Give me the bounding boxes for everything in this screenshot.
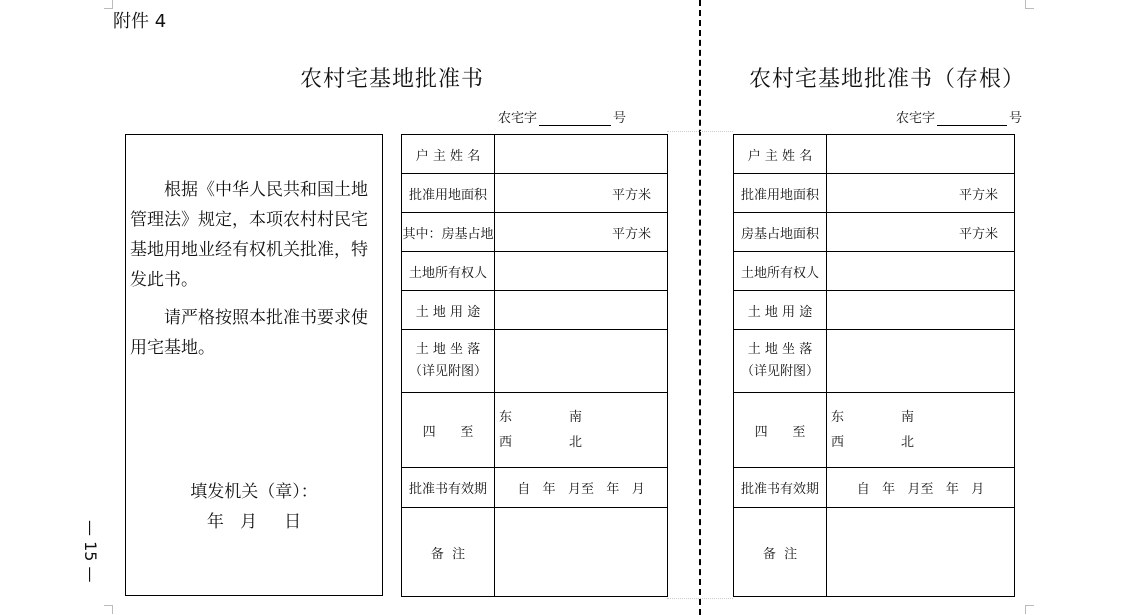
number-suffix: 号 xyxy=(1009,111,1023,126)
field-remarks[interactable] xyxy=(827,508,1015,597)
label-approved-area: 批准用地面积 xyxy=(734,174,827,213)
north-label: 北 xyxy=(901,435,915,450)
page-number: — 15 — xyxy=(81,520,100,583)
south-label: 南 xyxy=(569,410,583,425)
label-validity: 批准书有效期 xyxy=(734,468,827,508)
field-location[interactable] xyxy=(827,330,1015,393)
field-land-owner[interactable] xyxy=(827,252,1015,291)
label-house-footprint: 其中：房基占地 xyxy=(402,213,495,252)
stub-title: 农村宅基地批准书（存根） xyxy=(749,67,1026,92)
north-label: 北 xyxy=(569,435,583,450)
south-label: 南 xyxy=(901,410,915,425)
document-number xyxy=(498,107,626,126)
location-label: 土 地 坐 落 xyxy=(747,342,813,357)
field-boundaries[interactable] xyxy=(495,393,668,468)
label-validity: 批准书有效期 xyxy=(402,468,495,508)
unit-label: 平方米 xyxy=(958,226,998,242)
page-title: 农村宅基地批准书 xyxy=(300,67,485,92)
field-house-footprint[interactable] xyxy=(495,213,668,252)
field-boundaries[interactable] xyxy=(827,393,1015,468)
field-validity[interactable]: 自 年 月至 年 月 xyxy=(827,468,1015,508)
location-label: 土 地 坐 落 xyxy=(415,342,481,357)
field-land-use[interactable] xyxy=(495,291,668,330)
label-land-use: 土 地 用 途 xyxy=(734,291,827,330)
label-householder: 户 主 姓 名 xyxy=(402,135,495,174)
stub-form xyxy=(733,134,1015,597)
label-land-owner: 土地所有权人 xyxy=(734,252,827,291)
field-remarks[interactable] xyxy=(495,508,668,597)
cut-line xyxy=(699,0,701,615)
location-note: （详见附图） xyxy=(408,364,487,379)
number-blank[interactable] xyxy=(539,111,611,126)
field-validity[interactable]: 自 年 月至 年 月 xyxy=(495,468,668,508)
label-location xyxy=(402,330,495,393)
label-householder: 户 主 姓 名 xyxy=(734,135,827,174)
field-approved-area[interactable] xyxy=(827,174,1015,213)
label-approved-area: 批准用地面积 xyxy=(402,174,495,213)
page-edge xyxy=(667,598,733,599)
label-boundaries: 四 至 xyxy=(402,393,495,468)
number-prefix: 农宅字 xyxy=(498,111,538,126)
unit-label: 平方米 xyxy=(958,187,998,203)
approval-form xyxy=(401,134,668,597)
attachment-label: 附件 4 xyxy=(113,11,167,32)
unit-label: 平方米 xyxy=(611,226,651,242)
west-label: 西 xyxy=(831,435,845,450)
field-householder[interactable] xyxy=(827,135,1015,174)
field-house-footprint[interactable] xyxy=(827,213,1015,252)
location-note: （详见附图） xyxy=(740,364,819,379)
label-remarks: 备 注 xyxy=(734,508,827,597)
stub-document-number xyxy=(896,107,1022,126)
field-land-owner[interactable] xyxy=(495,252,668,291)
statement-paragraph: 请严格按照本批准书要求使用宅基地。 xyxy=(130,308,368,358)
label-house-footprint: 房基占地面积 xyxy=(734,213,827,252)
corner-mark xyxy=(1025,605,1034,614)
east-label: 东 xyxy=(831,410,845,425)
approval-statement-box xyxy=(125,134,383,596)
statement-paragraph: 根据《中华人民共和国土地管理法》规定，本项农村村民宅基地用地业经有权机关批准，特发此书。 xyxy=(130,180,368,290)
label-remarks: 备 注 xyxy=(402,508,495,597)
issuer-label: 填发机关（章）： xyxy=(190,482,318,502)
west-label: 西 xyxy=(499,435,513,450)
number-blank[interactable] xyxy=(937,111,1007,126)
issuer-block xyxy=(126,477,382,537)
label-land-owner: 土地所有权人 xyxy=(402,252,495,291)
unit-label: 平方米 xyxy=(611,187,651,203)
field-approved-area[interactable] xyxy=(495,174,668,213)
number-prefix: 农宅字 xyxy=(896,111,936,126)
east-label: 东 xyxy=(499,410,513,425)
label-land-use: 土 地 用 途 xyxy=(402,291,495,330)
number-suffix: 号 xyxy=(613,111,627,126)
corner-mark xyxy=(104,605,113,614)
field-land-use[interactable] xyxy=(827,291,1015,330)
label-location xyxy=(734,330,827,393)
corner-mark xyxy=(1025,0,1034,9)
page-edge xyxy=(667,131,733,132)
field-location[interactable] xyxy=(495,330,668,393)
field-householder[interactable] xyxy=(495,135,668,174)
corner-mark xyxy=(104,0,113,9)
issuer-date: 年 月 日 xyxy=(206,512,302,532)
label-boundaries: 四 至 xyxy=(734,393,827,468)
